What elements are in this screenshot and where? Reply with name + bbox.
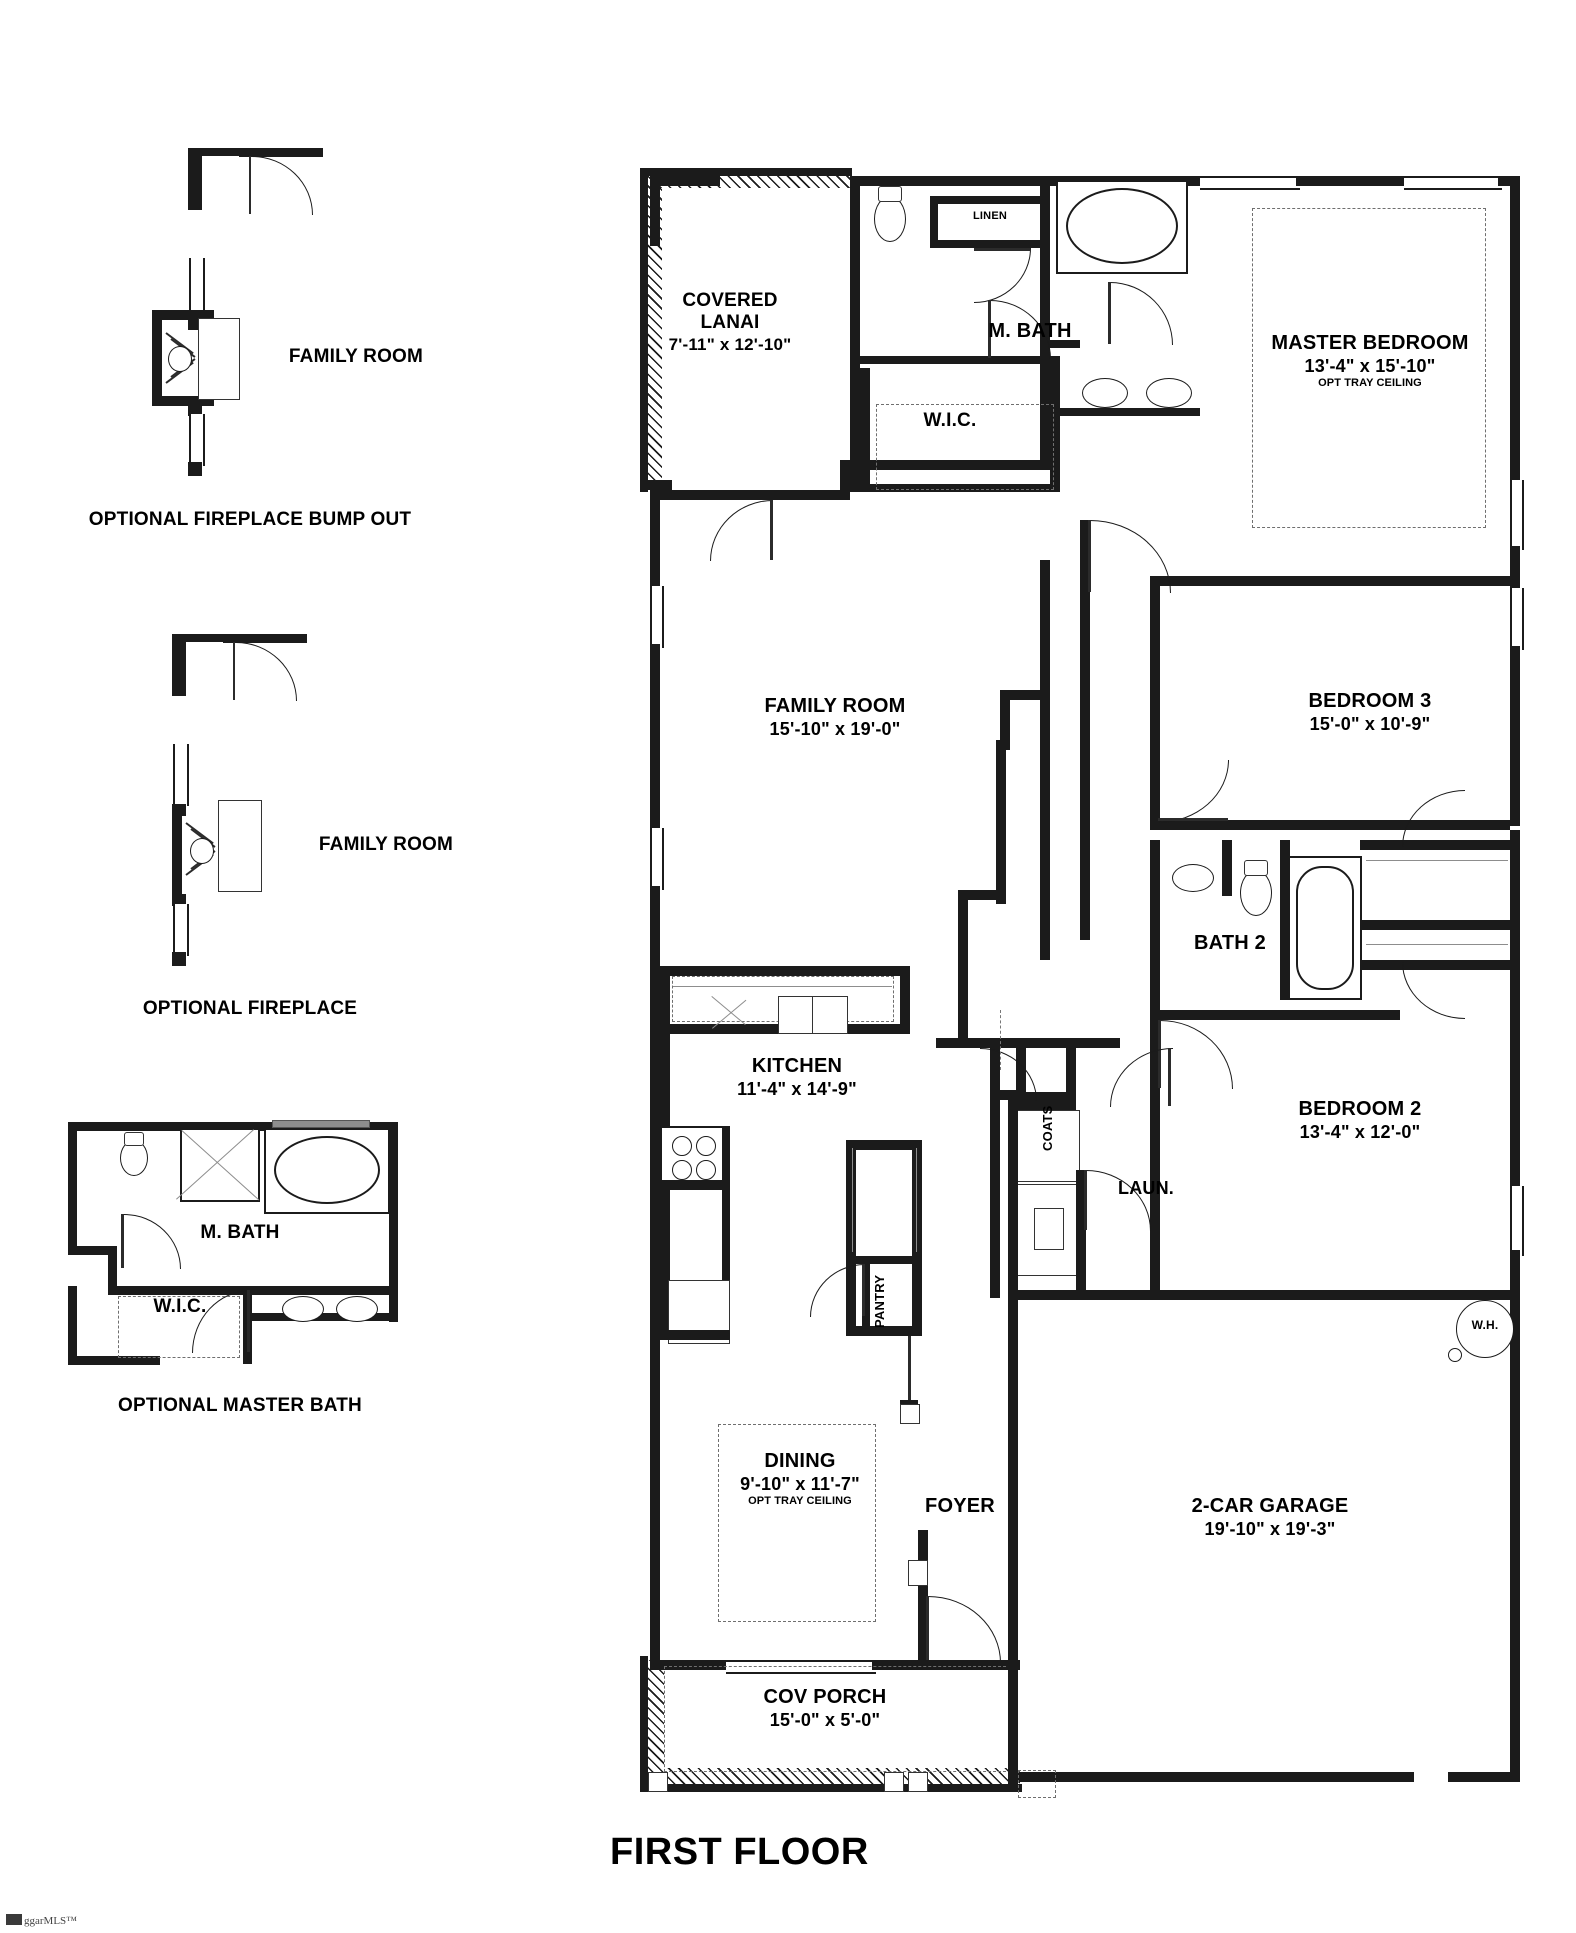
kitchen-counter xyxy=(660,1330,730,1340)
burner xyxy=(672,1136,692,1156)
room-label-bath-2: BATH 2 xyxy=(1194,932,1266,954)
burner xyxy=(672,1160,692,1180)
door-swing xyxy=(810,1264,865,1317)
sink-icon xyxy=(1146,378,1192,408)
option-room-label: FAMILY ROOM xyxy=(288,346,424,367)
interior-wall xyxy=(1360,920,1510,930)
firebox-icon xyxy=(168,346,192,372)
door-swing xyxy=(928,1596,1001,1663)
cabinet-line xyxy=(916,1148,917,1252)
toilet-icon xyxy=(1240,870,1272,916)
sink-icon xyxy=(336,1296,378,1322)
entry-detail xyxy=(900,1404,920,1424)
sink-icon xyxy=(282,1296,324,1322)
kitchen-counter xyxy=(900,966,910,1030)
exterior-wall xyxy=(1448,1772,1520,1782)
mls-logo-icon xyxy=(6,1914,22,1925)
room-label-kitchen: KITCHEN 11'-4" x 14'-9" xyxy=(737,1055,857,1099)
toilet-tank xyxy=(878,186,902,202)
door-panel xyxy=(926,1596,929,1662)
room-label-bedroom-3: BEDROOM 3 15'-0" x 10'-9" xyxy=(1308,690,1432,734)
porch-column xyxy=(884,1772,904,1792)
door-swing xyxy=(252,156,313,215)
door-panel xyxy=(233,642,235,700)
exterior-wall xyxy=(640,1656,648,1792)
interior-wall xyxy=(912,1140,922,1336)
sheet-title: FIRST FLOOR xyxy=(610,1831,869,1873)
room-label-laundry: LAUN. xyxy=(1118,1178,1174,1198)
wall xyxy=(188,148,202,210)
exterior-wall xyxy=(1510,646,1520,826)
interior-wall xyxy=(990,1090,1020,1100)
exterior-wall xyxy=(1008,1772,1414,1782)
interior-wall xyxy=(850,176,860,236)
interior-wall xyxy=(850,280,860,490)
burner xyxy=(696,1160,716,1180)
wall xyxy=(152,310,162,406)
entry-detail xyxy=(908,1560,928,1586)
wall xyxy=(188,148,240,156)
door-panel xyxy=(121,1214,124,1268)
interior-wall xyxy=(1040,920,1050,960)
room-label-foyer: FOYER xyxy=(925,1495,995,1517)
wall xyxy=(172,812,182,902)
interior-wall xyxy=(846,1140,922,1150)
exterior-wall xyxy=(650,644,660,832)
shelf xyxy=(1366,860,1508,861)
window xyxy=(650,586,664,648)
window xyxy=(173,904,189,956)
door-swing xyxy=(1402,790,1465,847)
window xyxy=(1404,176,1502,190)
porch-column xyxy=(908,1772,928,1792)
option-caption: OPTIONAL FIREPLACE BUMP OUT xyxy=(88,509,412,530)
interior-wall xyxy=(1008,1100,1018,1300)
exterior-wall xyxy=(1510,546,1520,594)
wall xyxy=(243,1286,398,1295)
laundry-appliance-detail xyxy=(1034,1208,1064,1250)
sink-basin xyxy=(778,996,814,1034)
door-panel xyxy=(1158,818,1228,821)
door-panel xyxy=(770,500,773,560)
door-swing xyxy=(1090,520,1171,593)
wall xyxy=(172,634,186,696)
stoop-outline xyxy=(1018,1770,1056,1798)
door-swing xyxy=(236,642,297,701)
option-caption: OPTIONAL FIREPLACE xyxy=(142,998,358,1019)
door-panel xyxy=(249,156,251,214)
room-label-coats: COATS xyxy=(1040,1105,1055,1151)
wall xyxy=(108,1246,117,1290)
room-label-master-bath: M. BATH xyxy=(988,320,1072,342)
interior-wall xyxy=(918,1530,926,1556)
window xyxy=(1510,588,1524,650)
burner xyxy=(696,1136,716,1156)
window xyxy=(189,414,205,466)
option-room-label: FAMILY ROOM xyxy=(318,834,454,855)
window xyxy=(173,744,189,806)
door-panel xyxy=(1168,1048,1171,1106)
wall xyxy=(172,634,224,642)
interior-wall xyxy=(1222,840,1232,896)
interior-wall xyxy=(996,890,1006,904)
interior-wall xyxy=(1018,1290,1518,1300)
window xyxy=(1510,1186,1524,1256)
exterior-wall xyxy=(650,500,660,590)
room-label-master-wic: W.I.C. xyxy=(923,410,977,431)
wall xyxy=(68,1122,77,1252)
room-label-water-heater: W.H. xyxy=(1471,1318,1499,1332)
interior-wall xyxy=(760,490,850,500)
interior-wall xyxy=(958,890,1000,900)
interior-wall xyxy=(1040,560,1050,950)
room-label-dining: DINING 9'-10" x 11'-7" OPT TRAY CEILING xyxy=(740,1450,860,1507)
option-closet-label: W.I.C. xyxy=(153,1296,207,1317)
sink-basin xyxy=(812,996,848,1034)
wall xyxy=(172,952,186,966)
hearth xyxy=(218,800,262,892)
wall xyxy=(108,1286,248,1295)
exterior-wall xyxy=(640,1784,1022,1792)
interior-wall xyxy=(990,1038,1120,1048)
room-label-pantry: PANTRY xyxy=(872,1274,887,1328)
sink-icon xyxy=(1082,378,1128,408)
room-label-family-room: FAMILY ROOM 15'-10" x 19'-0" xyxy=(764,695,906,739)
tub-deck xyxy=(272,1120,370,1128)
door-panel xyxy=(1088,520,1091,592)
exterior-wall xyxy=(1510,176,1520,486)
tub-basin xyxy=(274,1136,380,1204)
exterior-wall xyxy=(650,1330,660,1650)
toilet-icon xyxy=(874,196,906,242)
door-swing xyxy=(1402,962,1465,1019)
exterior-wall xyxy=(650,886,660,964)
wall xyxy=(188,462,202,476)
cabinet-line xyxy=(852,1148,853,1252)
exterior-wall xyxy=(640,480,672,490)
toilet-tank xyxy=(124,1132,144,1146)
sink-icon xyxy=(1172,864,1214,892)
shelf xyxy=(1366,944,1508,945)
room-label-cov-porch: COV PORCH 15'-0" x 5'-0" xyxy=(763,1686,887,1730)
room-label-master-bedroom: MASTER BEDROOM 13'-4" x 15'-10" OPT TRAY CEILING xyxy=(1271,332,1469,389)
option-caption: OPTIONAL MASTER BATH xyxy=(118,1395,362,1416)
porch-column xyxy=(648,1772,668,1792)
door-swing xyxy=(1158,760,1229,823)
door-panel xyxy=(862,1264,865,1316)
window xyxy=(650,828,664,890)
interior-wall xyxy=(930,196,1050,204)
tub-basin xyxy=(1066,188,1178,264)
room-label-garage: 2-CAR GARAGE 19'-10" x 19'-3" xyxy=(1191,1495,1349,1539)
room-label-bedroom-2: BEDROOM 2 13'-4" x 12'-0" xyxy=(1298,1098,1422,1142)
door-panel xyxy=(974,248,1030,251)
toilet-tank xyxy=(1244,860,1268,876)
hearth xyxy=(198,318,240,400)
interior-wall xyxy=(996,740,1006,900)
interior-wall xyxy=(930,240,1050,248)
exterior-wall xyxy=(1296,176,1408,186)
interior-wall xyxy=(1280,840,1290,1000)
door-swing xyxy=(710,500,773,561)
wall xyxy=(68,1286,77,1364)
option-room-label: M. BATH xyxy=(200,1222,280,1243)
mls-watermark: ggarMLS™ xyxy=(6,1914,77,1927)
window xyxy=(1510,480,1524,550)
door-swing xyxy=(1110,1048,1173,1107)
vanity-counter xyxy=(1060,408,1200,416)
kitchen-counter xyxy=(660,966,910,976)
interior-wall xyxy=(1150,1120,1160,1300)
door-swing xyxy=(974,248,1031,303)
window xyxy=(1200,176,1300,190)
exterior-wall xyxy=(650,960,660,1340)
interior-wall xyxy=(860,368,870,488)
interior-wall xyxy=(1160,1010,1400,1020)
interior-wall xyxy=(1150,840,1160,1020)
firebox-icon xyxy=(190,838,214,864)
water-heater-detail xyxy=(1448,1348,1462,1362)
interior-wall xyxy=(958,898,968,1048)
interior-wall xyxy=(1150,576,1510,586)
exterior-wall xyxy=(1008,1660,1018,1792)
exterior-wall xyxy=(640,168,852,176)
kitchen-counter xyxy=(660,1180,730,1188)
opening-indicator xyxy=(1000,1010,1001,1070)
room-label-linen: LINEN xyxy=(973,210,1007,222)
room-label-covered-lanai: COVERED LANAI 7'-11" x 12'-10" xyxy=(668,290,792,354)
tub-basin xyxy=(1296,866,1354,990)
